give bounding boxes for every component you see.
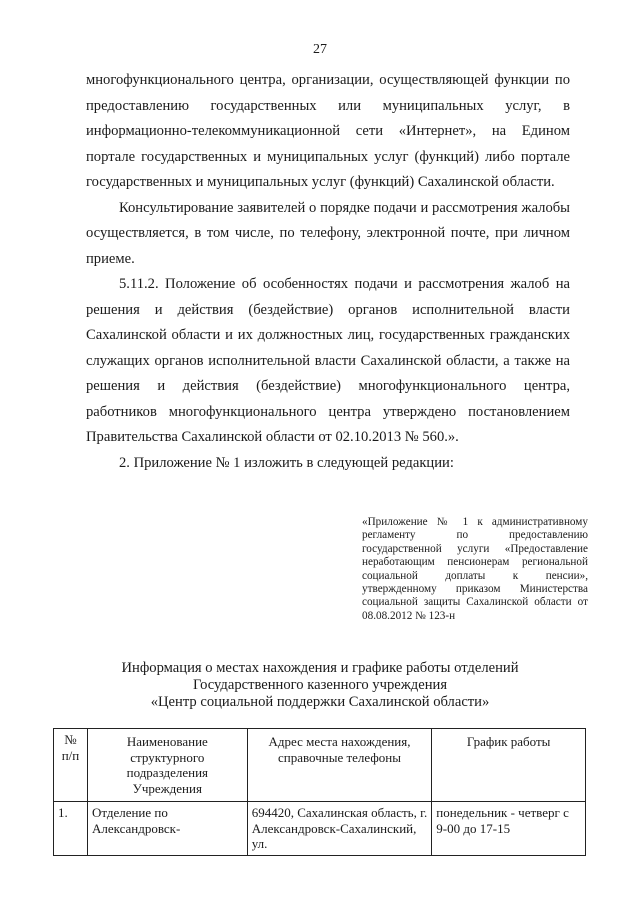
- paragraph-continuation: многофункционального центра, организации, осуществляющей функции по предоставлению государственных или муниципальных услуг, в информационно-телекоммуникационной сети «Интернет», на Едином портале государственных и муниципальных услуг (функций) либо портале государственных и муниципальных услуг (функций) Сахалинской области.: [86, 72, 570, 190]
- table-header-row: [54, 729, 586, 802]
- heading-line-3: «Центр социальной поддержки Сахалинской области»: [150, 694, 490, 710]
- offices-table: [53, 728, 586, 856]
- heading-line-2: Государственного казенного учреждения: [192, 677, 448, 693]
- body-text: [86, 68, 570, 476]
- cell-num: 1.: [54, 802, 88, 856]
- cell-schedule: понедельник - четверг с 9-00 до 17-15: [432, 802, 586, 856]
- paragraph-consultation: Консультирование заявителей о порядке подачи и рассмотрения жалобы осуществляется, в том числе, по телефону, электронной почте, при личном приеме.: [86, 199, 570, 267]
- paragraph-5-11-2: 5.11.2. Положение об особенностях подачи и рассмотрения жалоб на решения и действия (бездействие) органов исполнительной власти Сахалинской области и их должностных лиц, государственных гражданских служащих органов исполнительной власти Сахалинской области, а также на решения и действия (бездействие) многофункционального центра, работников многофункционального центра утверждено постановлением Правительства Сахалинской области от 02.10.2013 № 560.».: [86, 276, 570, 445]
- header-schedule: График работы: [432, 729, 586, 802]
- cell-address: 694420, Сахалинская область, г. Александровск-Сахалинский, ул.: [247, 802, 432, 856]
- header-num: № п/п: [54, 729, 88, 802]
- appendix-note: «Приложение № 1 к административному регламенту по предоставлению государственной услуги «Предоставление неработающим пенсионерам региональной социальной доплаты к пенсии», утвержденному приказом Министерства социальной защиты Сахалинской области от 08.08.2012 № 123-н: [362, 516, 588, 622]
- header-address: Адрес места нахождения, справочные телефоны: [247, 729, 432, 802]
- heading-line-1: Информация о местах нахождения и графике работы отделений: [121, 660, 519, 676]
- cell-name: Отделение по Александровск-: [87, 802, 247, 856]
- header-name: Наименование структурного подразделения Учреждения: [87, 729, 247, 802]
- paragraph-appendix-instruction: 2. Приложение № 1 изложить в следующей редакции:: [119, 454, 454, 471]
- page-number: 27: [313, 42, 327, 57]
- table-heading: [60, 660, 580, 711]
- table-row: [54, 802, 586, 856]
